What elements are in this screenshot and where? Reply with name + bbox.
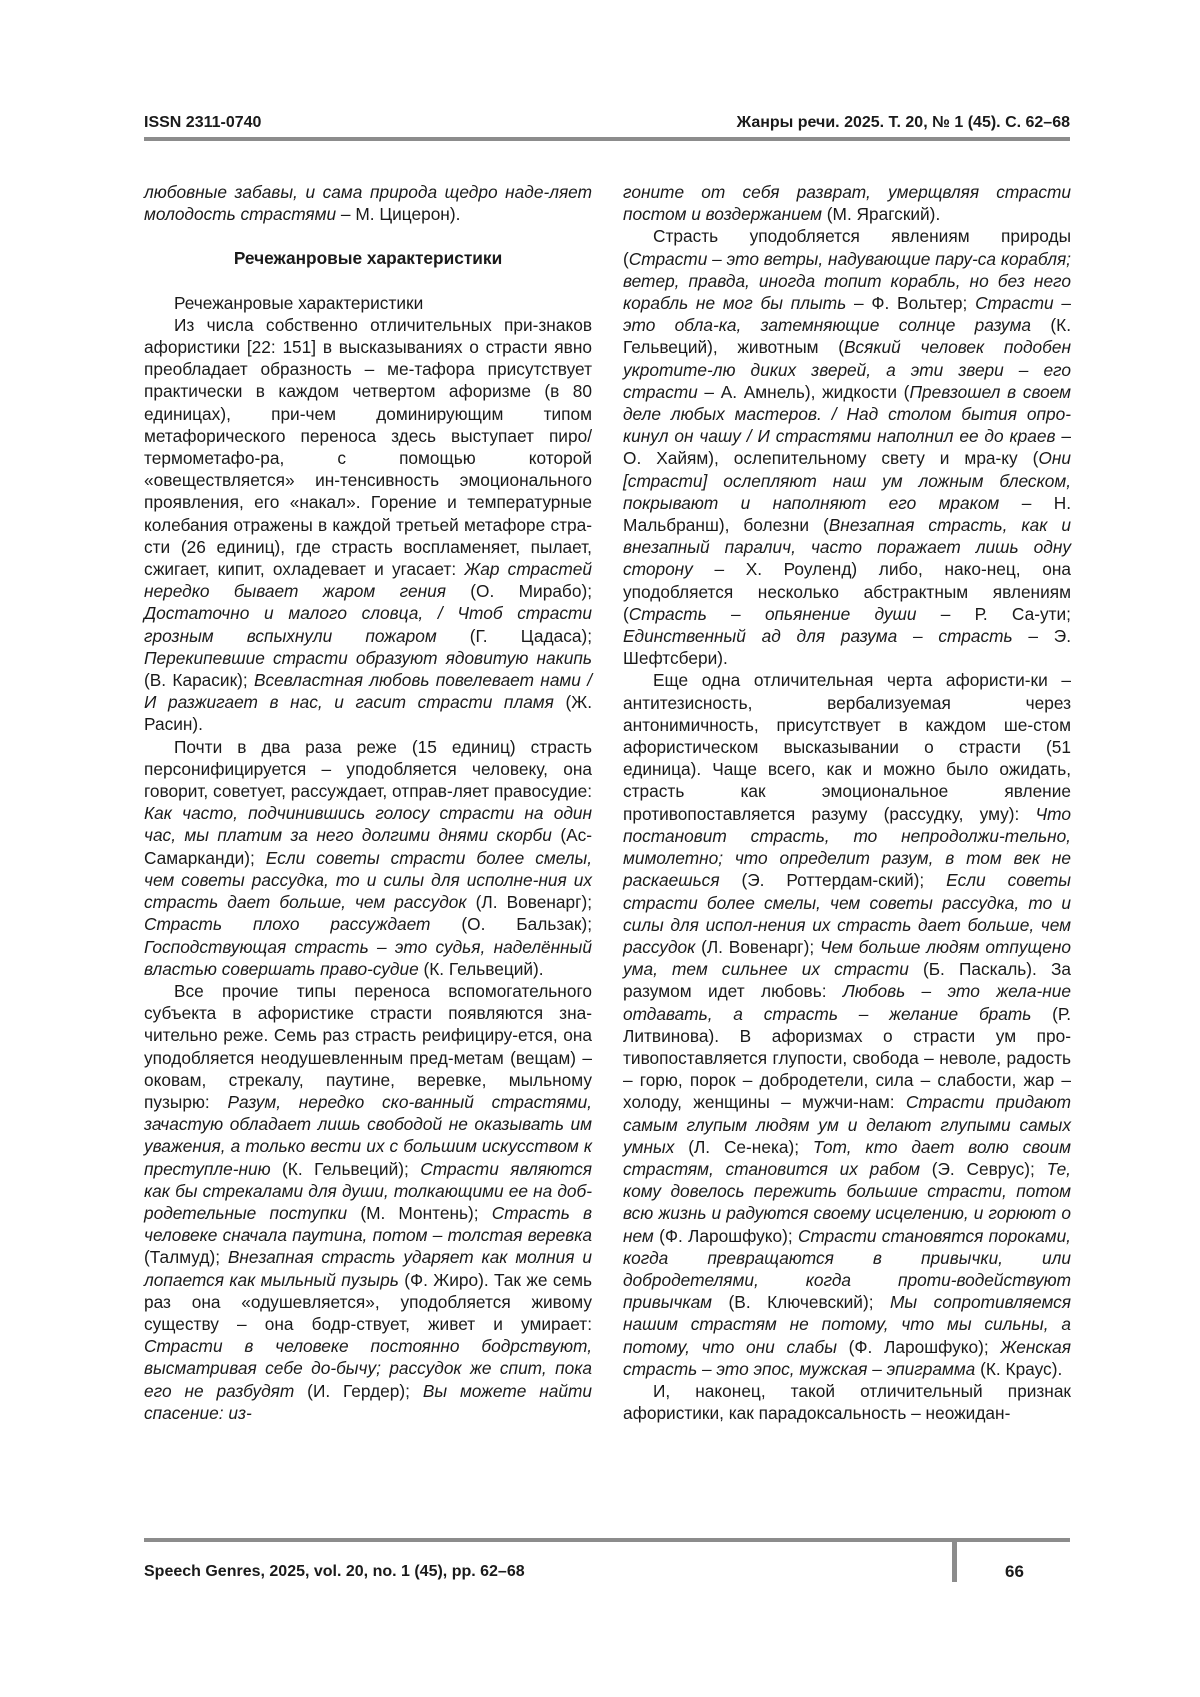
journal-citation-header: Жанры речи. 2025. Т. 20, № 1 (45). С. 62–68	[736, 114, 1070, 131]
paragraph: Речежанровые характеристики	[174, 292, 424, 313]
paragraph: Страсть уподобляется явлениям природы (Страсти – это ветры, надувающие пару-са корабля; ветер, правда, иногда топит корабль, но без него корабль не мог бы плыть – Ф. Вольтер; Страсти – это обла-ка, затемняющие солнце разума (К. Гельвеций), животным (Всякий человек подобен укротите-лю диких зверей, а эти звери – его страсти – А. Амнель), жидкости (Превзошел в своем деле любых мастеров. / Над столом бытия опро-кинул он чашу / И страстями наполнил ее до краев – О. Хайям), ослепительному свету и мра-ку (Они [страсти] ослепляют наш ум ложным блеском, покрывают и наполняют его мраком – Н. Мальбранш), болезни (Внезапная страсть, как и внезапный паралич, часто поражает лишь одну сторону – Х. Роуленд) либо, нако-нец, она уподобляется несколько абстрактным явлениям (Страсть – опьянение души – Р. Са-ути; Единственный ад для разума – страсть – Э. Шефтсбери).	[623, 226, 1072, 669]
left-text-column	[144, 181, 592, 1424]
paragraph: Все прочие типы переноса вспомогательного субъекта в афористике страсти появляются зна-чительно реже. Семь раз страсть реифициру-ется, она уподобляется неодушевленным пред-метам (вещам) – оковам, стрекалу, паутине, веревке, мыльному пузырю: Разум, нередко ско-ванный страстями, зачастую обладает лишь свободой не оказывать им уважения, а только вести их с большим искусством к преступле-нию (К. Гельвеций); Страсти являются как бы стрекалами для души, толкающими ее на доб-родетельные поступки (М. Монтень); Страсть в человеке сначала паутина, потом – толстая веревка (Талмуд); Внезапная страсть ударяет как молния и лопается как мыльный пузырь (Ф. Жиро). Так же семь раз она «одушевляется», уподобляется живому существу – она бодр-ствует, живет и умирает: Страсти в человеке постоянно бодрствуют, высматривая себе до-бычу; рассудок же спит, пока его не разбудят (И. Гердер); Вы можете найти спасение: из-	[144, 980, 593, 1423]
header-rule	[144, 137, 1070, 141]
paragraph: любовные забавы, и сама природа щедро наде-ляет молодость страстями – М. Цицерон).	[144, 182, 592, 225]
paragraph: Из числа собственно отличительных при-знаков афористики [22: 151] в высказываниях о страсти явно преобладает образность – ме-тафора присутствует практически в каждом четвертом афоризме (в 80 единицах), при-чем доминирующим типом метафорического переноса здесь выступает пиро/термометафо-ра, с помощью которой «овеществляется» ин-тенсивность эмоционального проявления, его «накал». Горение и температурные колебания отражены в каждой третьей метафоре стра-сти (26 единиц), где страсть воспламеняет, пылает, сжигает, кипит, охладевает и угасает: Жар страстей нередко бывает жаром гения (О. Мирабо); Достаточно и малого словца, / Чтоб страсти грозным вспыхнули пожаром (Г. Цадаса); Перекипевшие страсти образуют ядовитую накипь (В. Карасик); Всевластная любовь повелевает нами / И разжигает в нас, и гасит страсти пламя (Ж. Расин).	[144, 314, 593, 735]
section-heading: Речежанровые характеристики	[233, 248, 503, 269]
paragraph: Еще одна отличительная черта афористи-ки – антитезисность, вербализуемая через антонимичность, присутствует в каждом ше-стом афористическом высказывании о страсти (51 единица). Чаще всего, как и можно было ожидать, страсть как эмоциональное явление противопоставляется разуму (рассудку, уму): Что постановит страсть, то непродолжи-тельно, мимолетно; что определит разум, в том век не раскаешься (Э. Роттердам-ский); Если советы страсти более смелы, чем советы рассудка, то и силы для испол-нения их страсть дает больше, чем рассудок (Л. Вовенарг); Чем больше людям отпущено ума, тем сильнее их страсти (Б. Паскаль). За разумом идет любовь: Любовь – это жела-ние отдавать, а страсть – желание брать (Р. Литвинова). В афоризмах о страсти ум про-тивопоставляется глупости, свобода – неволе, радость – горю, порок – добродетели, сила – слабости, жар – холоду, женщины – мужчи-нам: Страсти придают самым глупым людям ум и делают глупыми самых умных (Л. Се-нека); Тот, кто дает волю своим страстям, становится их рабом (Э. Севрус); Те, кому довелось пережить большие страсти, потом всю жизнь и радуются своему исцелению, и горюют о нем (Ф. Ларошфуко); Страсти становятся пороками, когда превращаются в привычки, или добродетелями, когда проти-водействуют привычкам (В. Ключевский); Мы сопротивляемся нашим страстям не потому, что мы сильны, а потому, что они слабы (Ф. Ларошфуко); Женская страсть – это эпос, мужская – эпиграмма (К. Краус).	[623, 670, 1072, 1379]
page-number: 66	[1005, 1562, 1024, 1581]
footer-rule	[144, 1538, 1070, 1542]
paragraph: Почти в два раза реже (15 единиц) страсть персонифицируется – уподобляется человеку, она говорит, советует, рассуждает, отправ-ляет правосудие: Как часто, подчинившись голосу страсти на один час, мы платим за него долгими днями скорби (Ас-Самарканди); Если советы страсти более смелы, чем советы рассудка, то и силы для исполне-ния их страсть дает больше, чем рассудок (Л. Вовенарг); Страсть плохо рассуждает (О. Бальзак); Господствующая страсть – это судья, наделённый властью совершать право-судие (К. Гельвеций).	[144, 736, 593, 979]
footer-divider	[952, 1540, 957, 1582]
paragraph: гоните от себя разврат, умерщвляя страсти постом и воздержанием (М. Ярагский).	[623, 182, 1071, 225]
paragraph: И, наконец, такой отличительный признак афористики, как парадоксальность – неожидан-	[623, 1380, 1071, 1424]
right-text-column	[623, 181, 1071, 1424]
journal-citation-footer: Speech Genres, 2025, vol. 20, no. 1 (45), pp. 62–68	[144, 1563, 525, 1580]
journal-issn: ISSN 2311-0740	[144, 114, 262, 131]
